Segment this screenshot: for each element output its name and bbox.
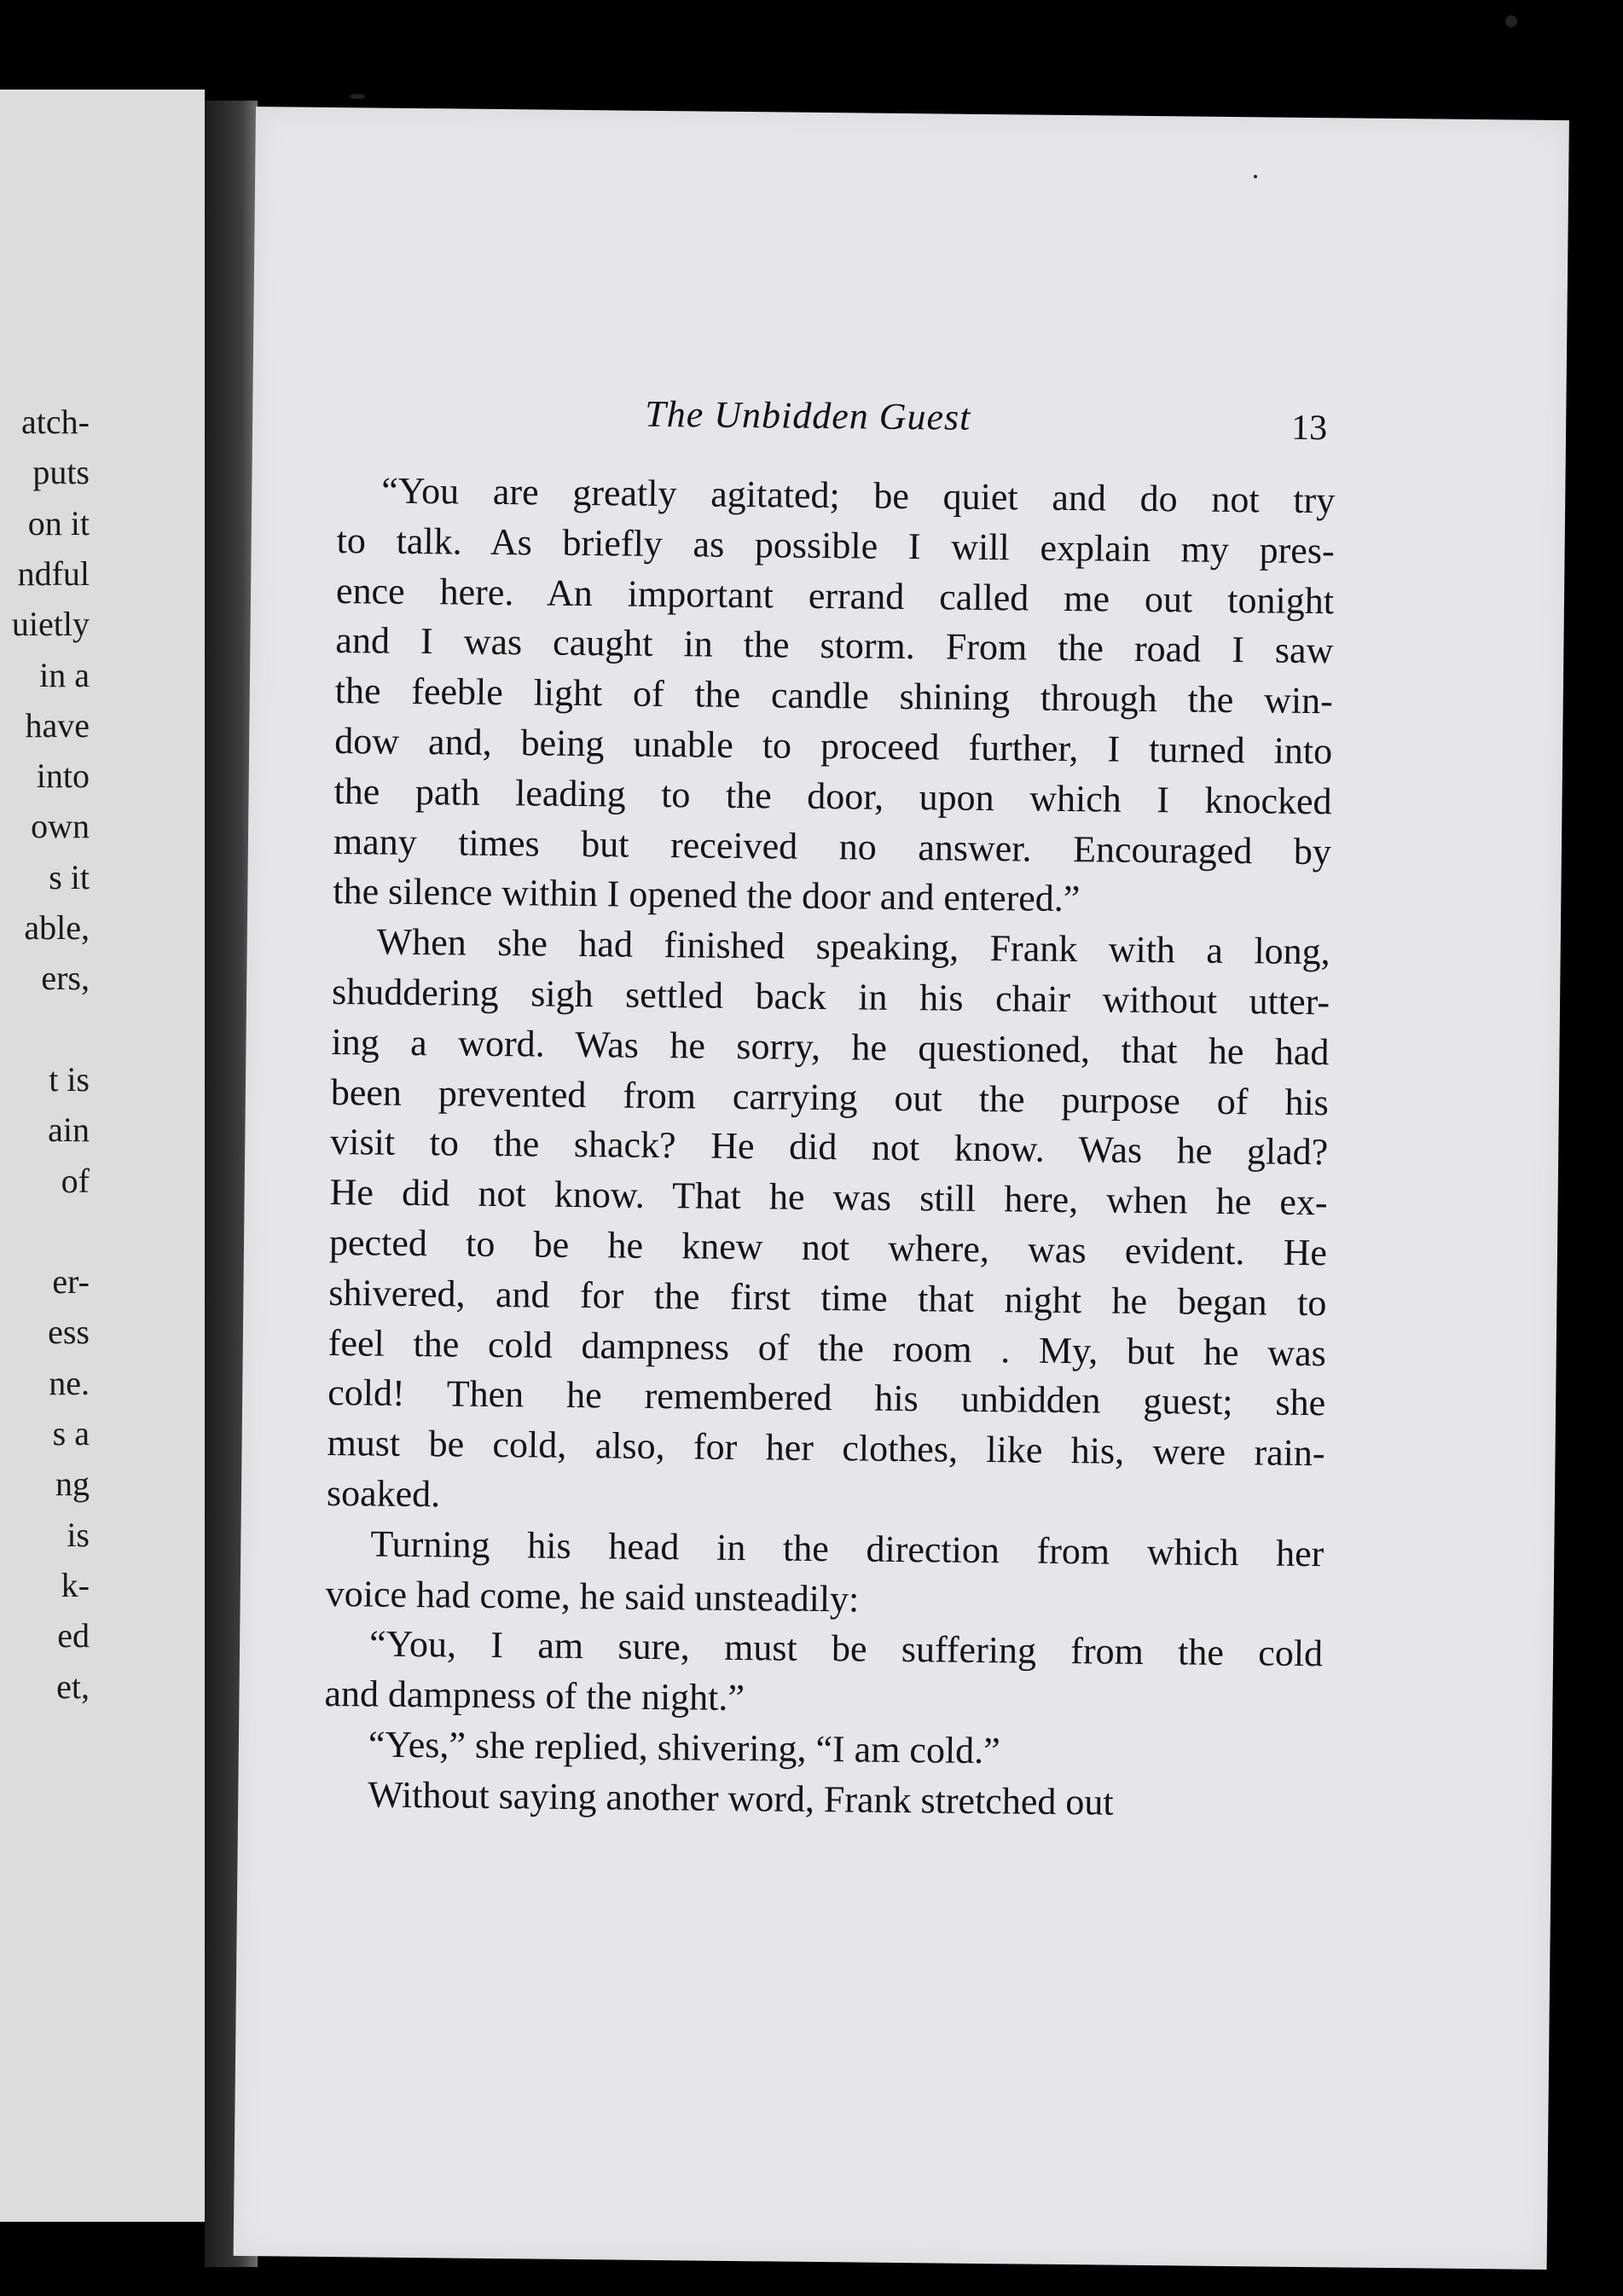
- left-page-fragment: t is: [49, 1059, 90, 1099]
- left-page-fragment: ng: [55, 1464, 90, 1504]
- text-line: soaked.: [326, 1471, 441, 1516]
- scan-speck: [1254, 175, 1257, 178]
- previous-page-edge: [0, 90, 205, 2222]
- text-line: and I was caught in the storm. From the road I saw: [335, 619, 1334, 672]
- text-line: When she had finished speaking, Frank with a long,: [376, 920, 1330, 973]
- text-line: many times but received no answer. Encouraged by: [333, 820, 1332, 873]
- text-line: shivered, and for the first time that night he began to: [328, 1271, 1327, 1324]
- left-page-fragment: is: [67, 1515, 90, 1554]
- body-text: [323, 466, 1336, 1830]
- text-line: to talk. As briefly as possible I will explain my pres-: [336, 519, 1335, 572]
- left-page-fragment: et,: [56, 1667, 90, 1706]
- left-page-fragment: ed: [57, 1616, 90, 1655]
- page-number: 13: [1290, 408, 1328, 449]
- left-page-fragment: ne.: [49, 1363, 90, 1402]
- text-line: “You are greatly agitated; be quiet and do not try: [381, 469, 1336, 522]
- text-line: been prevented from carrying out the purpose of his: [330, 1070, 1330, 1123]
- scan-speck: [350, 94, 365, 99]
- text-line: feel the cold dampness of the room . My, but he was: [327, 1321, 1327, 1374]
- left-page-fragment: own: [31, 807, 90, 846]
- text-line: shuddering sigh settled back in his chair without utter-: [331, 970, 1330, 1023]
- text-line: and dampness of the night.”: [324, 1673, 745, 1719]
- left-page-fragment: k-: [61, 1565, 90, 1604]
- left-page-fragment: able,: [24, 908, 90, 947]
- text-line: ing a word. Was he sorry, he questioned, that he had: [331, 1020, 1330, 1074]
- left-page-fragment: ess: [48, 1313, 90, 1352]
- text-line: the feeble light of the candle shining through the win-: [334, 670, 1334, 722]
- running-head: The Unbidden Guest: [644, 392, 971, 438]
- left-page-fragment: ers,: [41, 959, 90, 998]
- left-page-fragment: er-: [52, 1262, 90, 1302]
- left-page-fragment: atch-: [21, 403, 90, 441]
- left-page-fragment: ain: [48, 1110, 90, 1150]
- left-page-fragment: on it: [27, 503, 90, 542]
- text-line: must be cold, also, for her clothes, like his, were rain-: [327, 1422, 1325, 1475]
- text-line: voice had come, he said unsteadily:: [325, 1572, 860, 1621]
- text-line: pected to be he knew not where, was evident. He: [328, 1220, 1328, 1274]
- left-page-fragment: ndful: [17, 554, 90, 593]
- text-line: cold! Then he remembered his unbidden guest; she: [327, 1371, 1326, 1424]
- left-page-fragment: s a: [52, 1414, 90, 1452]
- left-page-fragment: puts: [32, 453, 90, 492]
- text-line: visit to the shack? He did not know. Was he glad?: [330, 1121, 1329, 1174]
- left-page-fragment: uietly: [11, 605, 90, 644]
- text-line: Turning his head in the direction from which her: [370, 1522, 1324, 1574]
- page-header: [252, 388, 1567, 453]
- scan-speck: [1505, 15, 1517, 27]
- text-line: the silence within I opened the door and entered.”: [333, 870, 1081, 920]
- text-line: “You, I am sure, must be suffering from the cold: [368, 1622, 1324, 1675]
- text-line: dow and, being unable to proceed further, I turned into: [333, 719, 1333, 773]
- left-page-fragment: s it: [49, 857, 90, 896]
- left-page-fragment: have: [25, 705, 90, 745]
- left-page-fragment: in a: [39, 655, 90, 694]
- text-line: ence here. An important errand called me out tonight: [335, 569, 1335, 622]
- left-page-fragment: of: [61, 1161, 90, 1200]
- left-page-fragment: into: [36, 757, 90, 796]
- text-line: Without saying another word, Frank stretched out: [368, 1773, 1114, 1823]
- text-line: the path leading to the door, upon which I knocked: [333, 769, 1332, 823]
- text-line: “Yes,” she replied, shivering, “I am cold.”: [368, 1723, 1000, 1772]
- text-line: He did not know. That he was still here, when he ex-: [329, 1171, 1328, 1224]
- book-page: [234, 107, 1569, 2270]
